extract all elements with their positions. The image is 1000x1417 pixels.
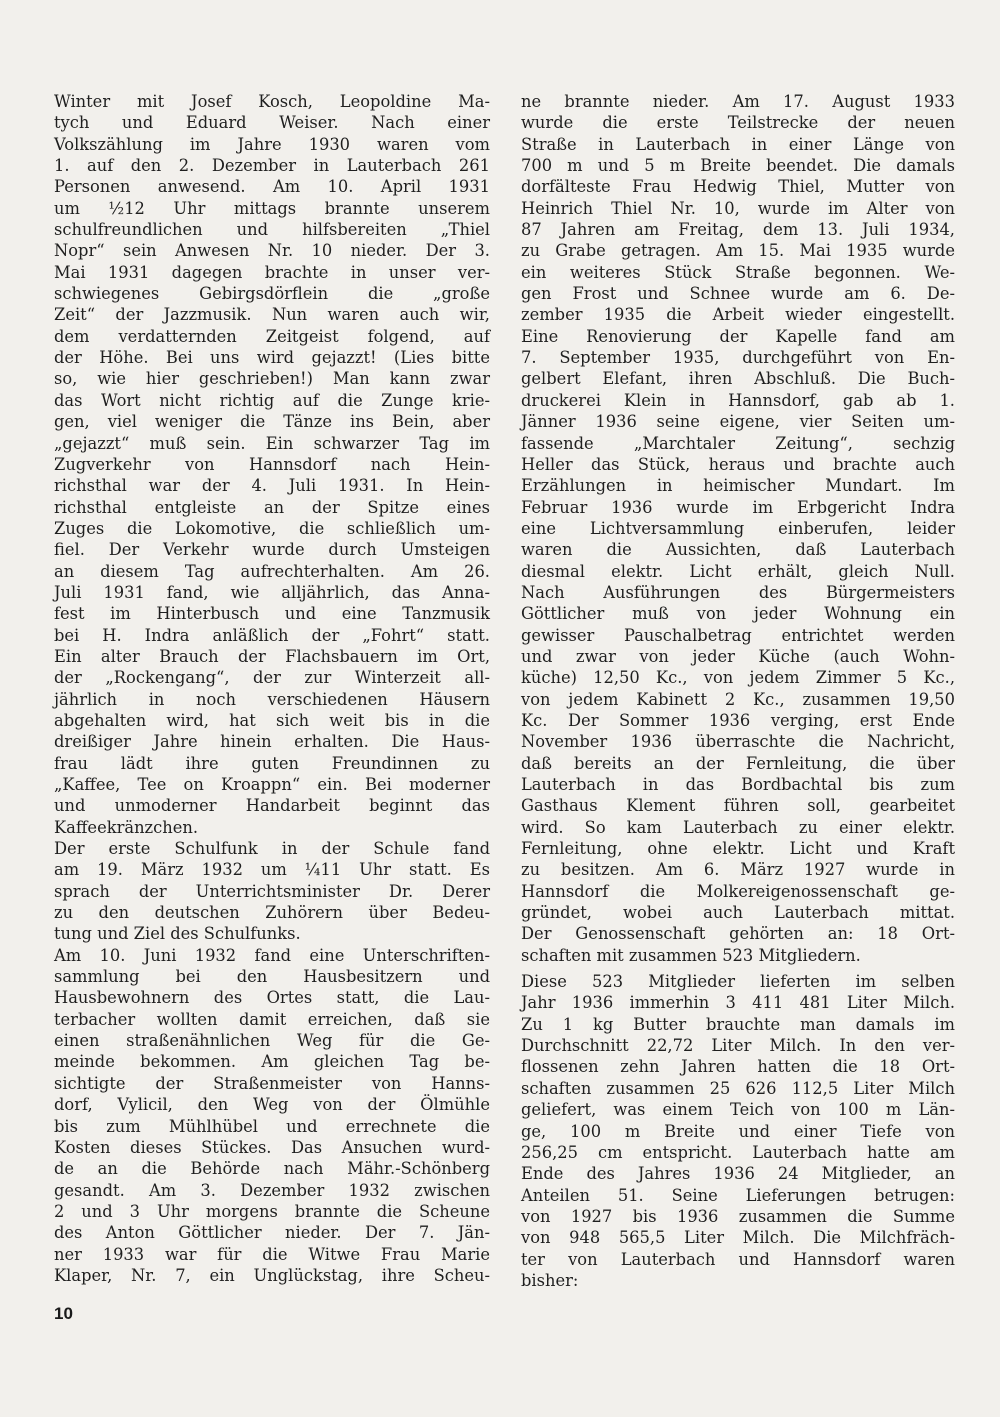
- text-line: richsthal entgleiste an der Spitze eines: [54, 497, 490, 517]
- text-line: abgehalten wird, hat sich weit bis in die: [54, 710, 490, 730]
- text-line: dorfälteste Frau Hedwig Thiel, Mutter von: [521, 177, 955, 197]
- text-line: terbacher wollten damit erreichen, daß sie: [54, 1009, 490, 1029]
- text-line: Erzählungen in heimischer Mundart. Im: [521, 476, 955, 496]
- text-line: tych und Eduard Weiser. Nach einer: [54, 113, 490, 133]
- text-line: Jahr 1936 immerhin 3 411 481 Liter Milch.: [521, 993, 955, 1013]
- text-line: fassende „Marchtaler Zeitung“, sechzig: [521, 433, 955, 453]
- text-line: eine Lichtversammlung einberufen, leider: [521, 518, 955, 538]
- text-line: tung und Ziel des Schulfunks.: [54, 924, 301, 944]
- text-line: küche) 12,50 Kc., von jedem Zimmer 5 Kc.,: [521, 668, 955, 688]
- text-line: Nopr“ sein Anwesen Nr. 10 nieder. Der 3.: [54, 241, 490, 261]
- text-line: de an die Behörde nach Mähr.-Schönberg: [54, 1159, 490, 1179]
- text-line: gründet, wobei auch Lauterbach mittat.: [521, 903, 955, 923]
- text-line: dorf, Vylicil, den Weg von der Ölmühle: [54, 1095, 490, 1115]
- text-line: zu den deutschen Zuhörern über Bedeu-: [54, 903, 490, 923]
- text-line: waren die Aussichten, daß Lauterbach: [521, 540, 955, 560]
- text-line: Kaffeekränzchen.: [54, 817, 199, 837]
- text-line: 7. September 1935, durchgeführt von En-: [521, 348, 955, 368]
- text-line: Fernleitung, ohne elektr. Licht und Kraft: [521, 839, 955, 859]
- text-line: sammlung bei den Hausbesitzern und: [54, 967, 490, 987]
- text-line: 700 m und 5 m Breite beendet. Die damals: [521, 156, 955, 176]
- page-number: 10: [54, 1304, 73, 1323]
- text-line: richsthal war der 4. Juli 1931. In Hein-: [54, 476, 490, 496]
- text-line: Ende des Jahres 1936 24 Mitglieder, an: [521, 1164, 955, 1184]
- text-line: am 19. März 1932 um ¼11 Uhr statt. Es: [54, 860, 490, 880]
- text-line: Zugverkehr von Hannsdorf nach Hein-: [54, 454, 490, 474]
- text-line: Jänner 1936 seine eigene, vier Seiten um-: [521, 412, 955, 432]
- text-line: fest im Hinterbusch und eine Tanzmusik: [54, 604, 490, 624]
- text-line: Am 10. Juni 1932 fand eine Unterschriften-: [54, 945, 490, 965]
- right-column: [521, 91, 955, 1291]
- text-line: meinde bekommen. Am gleichen Tag be-: [54, 1052, 490, 1072]
- text-line: 1. auf den 2. Dezember in Lauterbach 261: [54, 156, 490, 176]
- left-column: [54, 91, 490, 1286]
- text-line: Kosten dieses Stückes. Das Ansuchen wurd-: [54, 1137, 490, 1157]
- text-line: Hannsdorf die Molkereigenossenschaft ge-: [521, 881, 955, 901]
- text-line: Zuges die Lokomotive, die schließlich um-: [54, 518, 490, 538]
- text-line: Juli 1931 fand, wie alljährlich, das Anna-: [54, 582, 490, 602]
- text-line: Anteilen 51. Seine Lieferungen betrugen:: [521, 1185, 955, 1205]
- text-line: von jedem Kabinett 2 Kc., zusammen 19,50: [521, 689, 955, 709]
- text-line: „gejazzt“ muß sein. Ein schwarzer Tag im: [54, 433, 490, 453]
- text-line: 2 und 3 Uhr morgens brannte die Scheune: [54, 1201, 490, 1221]
- text-line: dreißiger Jahre hinein erhalten. Die Haus-: [54, 732, 490, 752]
- text-line: Nach Ausführungen des Bürgermeisters: [521, 582, 955, 602]
- text-line: Straße in Lauterbach in einer Länge von: [521, 134, 955, 154]
- text-line: und zwar von jeder Küche (auch Wohn-: [521, 646, 955, 666]
- text-line: der „Rockengang“, der zur Winterzeit all-: [54, 668, 490, 688]
- text-line: Diese 523 Mitglieder lieferten im selben: [521, 972, 955, 992]
- text-line: des Anton Göttlicher nieder. Der 7. Jän-: [54, 1223, 490, 1243]
- text-line: frau lädt ihre guten Freundinnen zu: [54, 753, 490, 773]
- text-line: Göttlicher muß von jeder Wohnung ein: [521, 604, 955, 624]
- text-line: schaften mit zusammen 523 Mitgliedern.: [521, 945, 861, 965]
- text-line: 256,25 cm entspricht. Lauterbach hatte am: [521, 1142, 955, 1162]
- text-line: bisher:: [521, 1270, 579, 1290]
- text-line: Personen anwesend. Am 10. April 1931: [54, 177, 490, 197]
- text-line: geliefert, was einem Teich von 100 m Län-: [521, 1100, 955, 1120]
- text-line: Klaper, Nr. 7, ein Unglückstag, ihre Scheu-: [54, 1265, 490, 1285]
- text-line: Der erste Schulfunk in der Schule fand: [54, 839, 490, 859]
- text-line: Eine Renovierung der Kapelle fand am: [521, 326, 955, 346]
- text-line: sichtigte der Straßenmeister von Hanns-: [54, 1073, 490, 1093]
- text-line: dem verdatternden Zeitgeist folgend, auf: [54, 326, 490, 346]
- text-line: das Wort nicht richtig auf die Zunge krie-: [54, 390, 490, 410]
- text-line: flossenen zehn Jahren hatten die 18 Ort-: [521, 1057, 955, 1077]
- text-line: gewisser Pauschalbetrag entrichtet werden: [521, 625, 955, 645]
- text-line: jährlich in noch verschiedenen Häusern: [54, 689, 490, 709]
- text-line: zu Grabe getragen. Am 15. Mai 1935 wurde: [521, 241, 955, 261]
- text-line: Zeit“ der Jazzmusik. Nun waren auch wir,: [54, 305, 490, 325]
- text-line: schaften zusammen 25 626 112,5 Liter Milch: [521, 1078, 955, 1098]
- text-line: wird. So kam Lauterbach zu einer elektr.: [521, 817, 955, 837]
- text-line: ter von Lauterbach und Hannsdorf waren: [521, 1249, 955, 1269]
- text-line: ner 1933 war für die Witwe Frau Marie: [54, 1244, 490, 1264]
- text-line: „Kaffee, Tee on Kroappn“ ein. Bei moderner: [54, 775, 490, 794]
- text-line: November 1936 überraschte die Nachricht,: [521, 732, 955, 752]
- text-line: Volkszählung im Jahre 1930 waren vom: [54, 134, 490, 154]
- text-line: wurde die erste Teilstrecke der neuen: [521, 113, 955, 133]
- text-line: Kc. Der Sommer 1936 verging, erst Ende: [521, 710, 955, 730]
- text-line: einen straßenähnlichen Weg für die Ge-: [54, 1031, 490, 1051]
- text-line: Ein alter Brauch der Flachsbauern im Ort,: [54, 646, 490, 666]
- text-line: Februar 1936 wurde im Erbgericht Indra: [521, 497, 955, 517]
- text-line: zember 1935 die Arbeit wieder eingestellt.: [521, 305, 955, 325]
- text-line: der Höhe. Bei uns wird gejazzt! (Lies bitte: [54, 348, 490, 368]
- text-line: fiel. Der Verkehr wurde durch Umsteigen: [54, 540, 490, 560]
- text-line: Der Genossenschaft gehörten an: 18 Ort-: [521, 924, 955, 944]
- text-line: Durchschnitt 22,72 Liter Milch. In den ver-: [521, 1036, 955, 1056]
- text-line: Lauterbach in das Bordbachtal bis zum: [521, 775, 955, 794]
- text-line: bis zum Mühlhübel und errechnete die: [54, 1116, 490, 1136]
- text-line: druckerei Klein in Hannsdorf, gab ab 1.: [521, 390, 955, 410]
- text-line: daß bereits an der Fernleitung, die über: [521, 753, 955, 773]
- text-line: an diesem Tag aufrechterhalten. Am 26.: [54, 561, 490, 581]
- text-line: 87 Jahren am Freitag, dem 13. Juli 1934,: [521, 220, 955, 240]
- text-line: gen, viel weniger die Tänze ins Bein, aber: [54, 412, 490, 432]
- text-line: Mai 1931 dagegen brachte in unser ver-: [54, 262, 490, 282]
- text-line: ne brannte nieder. Am 17. August 1933: [521, 92, 955, 111]
- text-line: Hausbewohnern des Ortes statt, die Lau-: [54, 988, 490, 1008]
- text-line: so, wie hier geschrieben!) Man kann zwar: [54, 369, 490, 389]
- text-line: schwiegenes Gebirgsdörflein die „große: [54, 284, 490, 304]
- text-line: Heller das Stück, heraus und brachte auch: [521, 454, 955, 474]
- text-line: sprach der Unterrichtsminister Dr. Derer: [54, 881, 490, 901]
- text-line: diesmal elektr. Licht erhält, gleich Null.: [521, 561, 955, 581]
- text-line: schulfreundlichen und hilfsbereiten „Thiel: [54, 220, 490, 240]
- text-line: zu besitzen. Am 6. März 1927 wurde in: [521, 860, 955, 880]
- text-line: bei H. Indra anläßlich der „Fohrt“ statt.: [54, 625, 490, 645]
- text-line: gen Frost und Schnee wurde am 6. De-: [521, 284, 955, 304]
- text-line: ge, 100 m Breite und einer Tiefe von: [521, 1121, 955, 1141]
- text-line: von 1927 bis 1936 zusammen die Summe: [521, 1206, 955, 1226]
- text-line: von 948 565,5 Liter Milch. Die Milchfräch-: [521, 1228, 955, 1248]
- text-line: gesandt. Am 3. Dezember 1932 zwischen: [54, 1180, 490, 1200]
- text-line: Winter mit Josef Kosch, Leopoldine Ma-: [54, 92, 490, 111]
- text-line: ein weiteres Stück Straße begonnen. We-: [521, 262, 955, 282]
- text-line: und unmoderner Handarbeit beginnt das: [54, 796, 490, 816]
- text-line: Gasthaus Klement führen soll, gearbeitet: [521, 796, 955, 816]
- text-line: Heinrich Thiel Nr. 10, wurde im Alter von: [521, 198, 955, 218]
- text-line: gelbert Elefant, ihren Abschluß. Die Buch-: [521, 369, 955, 389]
- text-line: Zu 1 kg Butter brauchte man damals im: [521, 1014, 955, 1034]
- text-line: um ½12 Uhr mittags brannte unserem: [54, 198, 490, 218]
